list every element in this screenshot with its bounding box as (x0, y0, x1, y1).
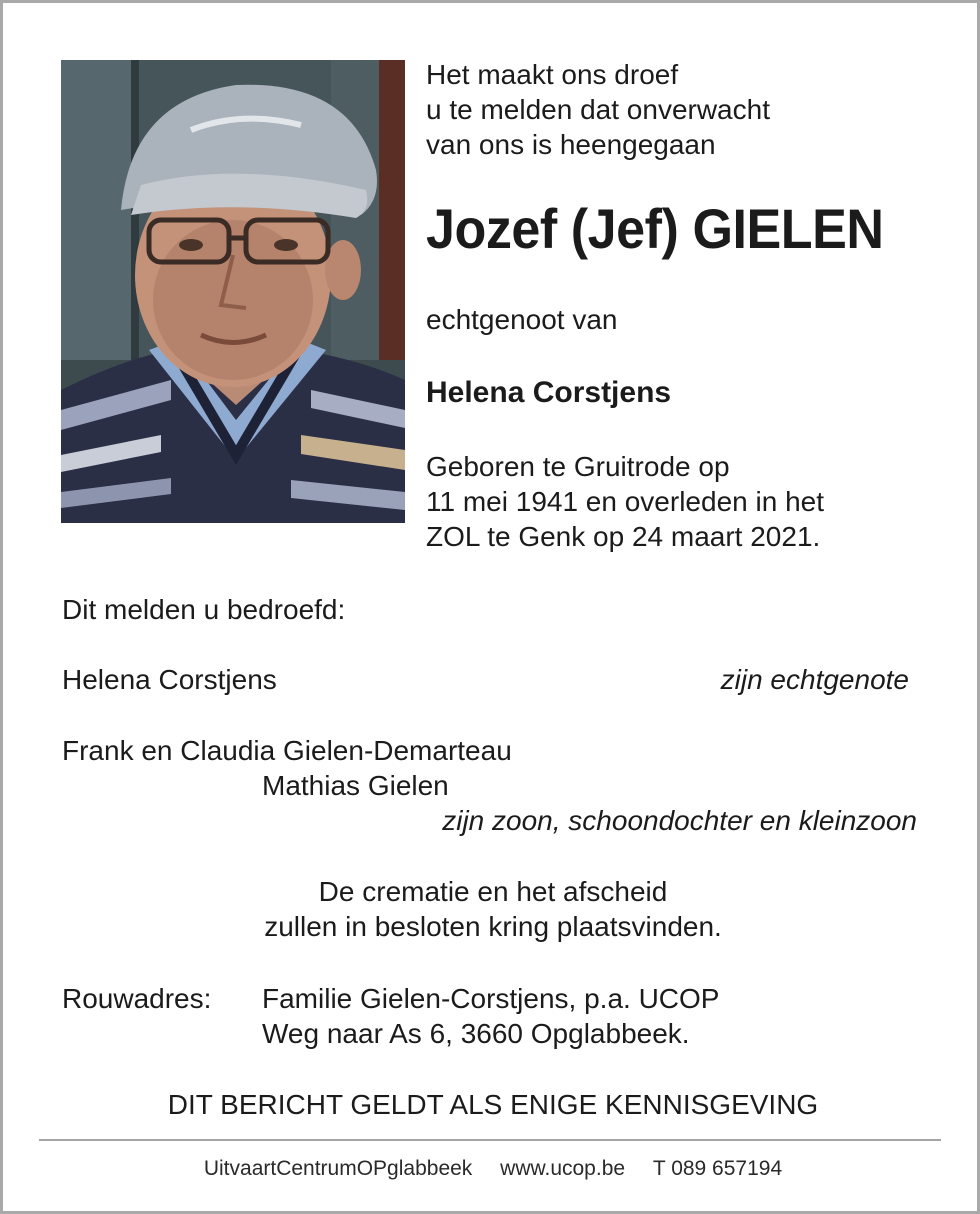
footer (3, 1157, 980, 1181)
footer-company: UitvaartCentrumOPglabbeek (203, 1157, 473, 1180)
address-line: Familie Gielen-Corstjens, p.a. UCOP (262, 983, 720, 1014)
birth-line: Geboren te Gruitrode op (426, 451, 730, 482)
notice-text: DIT BERICHT GELDT ALS ENIGE KENNISGEVING (167, 1089, 819, 1120)
intro-line: u te melden dat onverwacht (426, 94, 770, 125)
deceased-name: Jozef (Jef) GIELEN (426, 197, 884, 260)
ceremony-line: zullen in besloten kring plaatsvinden. (264, 911, 722, 942)
birth-info (426, 449, 824, 554)
birth-line: 11 mei 1941 en overleden in het (426, 486, 824, 517)
wife-name: Helena Corstjens (62, 664, 277, 695)
divider (39, 1139, 941, 1141)
spouse-label: echtgenoot van (426, 304, 618, 335)
intro-line: van ons is heengegaan (426, 129, 716, 160)
portrait-photo (61, 60, 405, 523)
address-label: Rouwadres: (62, 983, 212, 1014)
birth-line: ZOL te Genk op 24 maart 2021. (426, 521, 821, 552)
wife-role: zijn echtgenote (720, 664, 909, 695)
footer-website: www.ucop.be (500, 1157, 626, 1180)
spouse-name: Helena Corstjens (426, 376, 672, 409)
grandson-line: Mathias Gielen (262, 770, 449, 801)
son-role: zijn zoon, schoondochter en kleinzoon (442, 805, 917, 836)
ceremony-text (3, 874, 980, 944)
footer-phone: T 089 657194 (652, 1157, 783, 1180)
address-text (262, 981, 719, 1051)
intro-text (426, 57, 770, 162)
intro-line: Het maakt ons droef (426, 59, 679, 90)
son-line: Frank en Claudia Gielen-Demarteau (62, 735, 512, 766)
announce-text: Dit melden u bedroefd: (62, 594, 346, 625)
address-line: Weg naar As 6, 3660 Opglabbeek. (262, 1018, 690, 1049)
ceremony-line: De crematie en het afscheid (318, 876, 668, 907)
